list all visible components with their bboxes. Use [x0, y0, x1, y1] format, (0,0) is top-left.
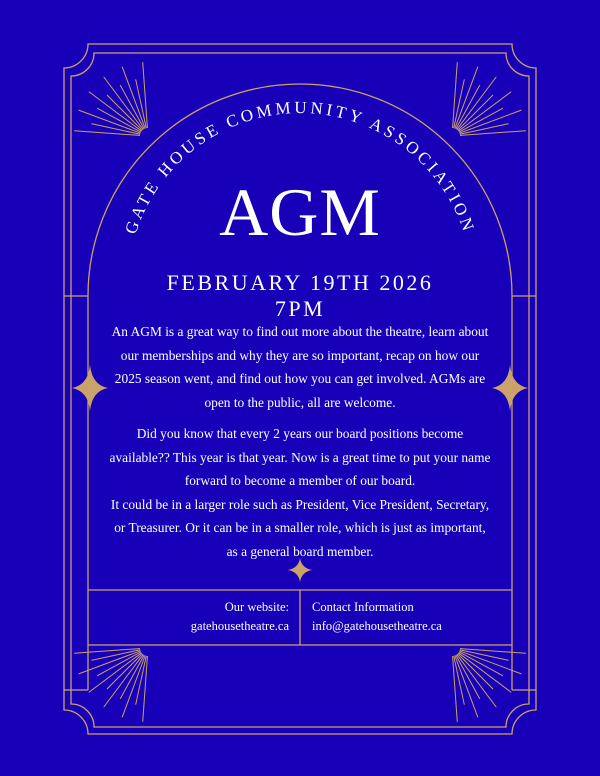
board-paragraph-line: It could be in a larger role such as President, Vice President, Secretary, or Treasurer. Or it can be in a smaller role, which is just as important, as a general board member. — [110, 496, 490, 559]
website-link[interactable]: gatehousetheatre.ca — [190, 619, 289, 633]
board-paragraph-line: Did you know that every 2 years our board positions become available?? This year is that year. Now is a great time to put your name forward to become a member of our board. — [109, 426, 491, 488]
event-date: FEBRUARY 19TH 2026 — [166, 270, 434, 295]
contact-label: Contact Information — [312, 600, 414, 614]
board-paragraph — [108, 422, 492, 563]
intro-paragraph: An AGM is a great way to find out more about the theatre, learn about our memberships and why they are so important, recap on how our 2025 season went, and find out how you can get involved. AGMs are open to the public, all are welcome. — [111, 324, 489, 410]
contact-email-link[interactable]: info@gatehousetheatre.ca — [312, 619, 442, 633]
organization-name: GATE HOUSE COMMUNITY ASSOCIATION — [121, 97, 479, 237]
event-time: 7PM — [274, 296, 326, 321]
website-label: Our website: — [224, 600, 289, 614]
event-title: AGM — [219, 174, 381, 250]
